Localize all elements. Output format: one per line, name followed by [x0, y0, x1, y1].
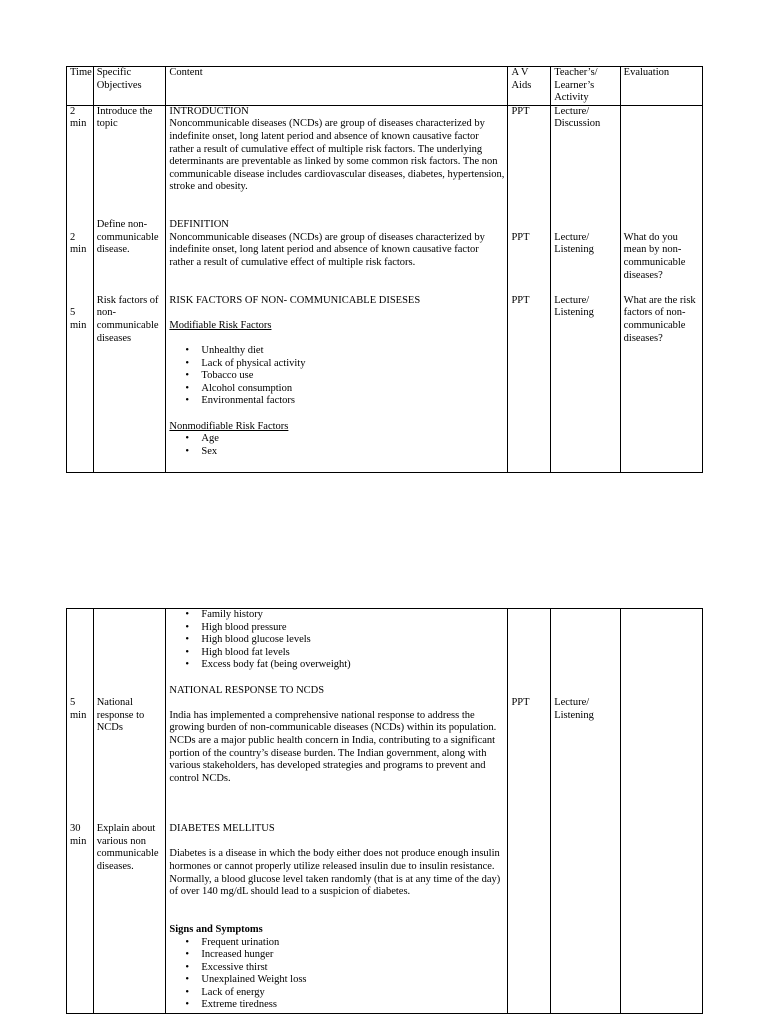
table-row	[67, 105, 703, 472]
header-evaluation: Evaluation	[620, 67, 702, 106]
av-cell: PPT	[511, 231, 530, 243]
av-aids-column	[508, 609, 551, 1014]
list-item: • Lack of energy	[169, 987, 504, 1000]
risk-factor-list-continued	[169, 609, 504, 672]
symptoms-list	[169, 937, 504, 1013]
list-item: • High blood fat levels	[169, 647, 504, 660]
list-item: • Environmental factors	[169, 395, 504, 408]
section-heading: DEFINITION	[169, 219, 229, 231]
activity-cell: Lecture/ Listening	[554, 697, 594, 721]
objectives-column	[93, 105, 166, 472]
subheading-nonmodifiable: Nonmodifiable Risk Factors	[169, 420, 289, 432]
list-item: • Excess body fat (being overweight)	[169, 659, 504, 672]
activity-cell: Lecture/ Listening	[554, 231, 594, 256]
header-objectives: Specific Objectives	[93, 67, 166, 106]
list-item: • Age	[169, 433, 504, 446]
objective-cell: Risk factors of non-communicable diseases	[96, 294, 159, 344]
header-time: Time	[67, 67, 94, 106]
list-item: • Excessive thirst	[169, 962, 504, 975]
lesson-plan-table-2	[66, 608, 703, 1014]
section-text: Noncommunicable diseases (NCDs) are group of diseases characterized by indefinite onset, long latent period and absence of known causative factor rather a result of cumulative effect of multiple risk factors. The underlying determinants are preventable as linked by some common risk factors. The non communicable disease includes cardiovascular diseases, diabetes, hypertension, stroke and obesity.	[169, 118, 505, 193]
section-heading: RISK FACTORS OF NON- COMMUNICABLE DISESES	[169, 294, 421, 306]
section-text: Diabetes is a disease in which the body either does not produce enough insulin hormones or cannot properly utilize released insulin due to insulin resistance. Normally, a blood glucose level taken randomly (that is at any time of the day) of over 140 mg/dL should lead to a suspicion of diabetes.	[169, 848, 501, 898]
modifiable-list	[169, 345, 504, 408]
list-item: • Lack of physical activity	[169, 358, 504, 371]
activity-column	[551, 609, 620, 1014]
evaluation-column	[620, 609, 702, 1014]
time-cell: 2 min	[70, 231, 87, 256]
time-cell: 2 min	[70, 105, 87, 130]
av-cell: PPT	[511, 697, 530, 709]
av-cell: PPT	[511, 105, 530, 117]
objective-cell: Explain about various non communicable diseases.	[96, 823, 159, 872]
header-activity: Teacher’s/ Learner’s Activity	[551, 67, 620, 106]
list-item: • Extreme tiredness	[169, 999, 504, 1012]
content-column	[166, 105, 508, 472]
time-cell: 30 min	[70, 823, 87, 847]
list-item: • Frequent urination	[169, 937, 504, 950]
list-item: • Increased hunger	[169, 949, 504, 962]
objective-cell: Introduce the topic	[96, 105, 153, 130]
lesson-plan-table-1	[66, 66, 703, 473]
nonmodifiable-list	[169, 433, 504, 458]
list-item: • Sex	[169, 446, 504, 459]
evaluation-cell: What do you mean by non-communicable diseases?	[623, 231, 686, 281]
section-heading: INTRODUCTION	[169, 105, 249, 117]
time-column	[67, 609, 94, 1014]
list-item: • Tobacco use	[169, 370, 504, 383]
evaluation-cell: What are the risk factors of non-communicable diseases?	[623, 294, 696, 344]
time-column	[67, 105, 94, 472]
activity-cell: Lecture/ Discussion	[554, 105, 601, 130]
list-item: • Alcohol consumption	[169, 383, 504, 396]
header-content: Content	[166, 67, 508, 106]
evaluation-column	[620, 105, 702, 472]
subheading-modifiable: Modifiable Risk Factors	[169, 319, 272, 331]
objective-cell: Define non-communicable disease.	[96, 219, 159, 256]
av-cell: PPT	[511, 294, 530, 306]
av-aids-column	[508, 105, 551, 472]
header-av-aids: A V Aids	[508, 67, 551, 106]
section-text: Noncommunicable diseases (NCDs) are group of diseases characterized by indefinite onset, long latent period and absence of known causative factor rather a result of cumulative effect of multiple risk factors.	[169, 231, 485, 268]
content-column	[166, 609, 508, 1014]
activity-column	[551, 105, 620, 472]
table-row	[67, 609, 703, 1014]
section-heading: NATIONAL RESPONSE TO NCDS	[169, 684, 325, 696]
section-heading: DIABETES MELLITUS	[169, 823, 275, 835]
list-item: • High blood pressure	[169, 622, 504, 635]
list-item: • Family history	[169, 609, 504, 622]
time-cell: 5 min	[70, 307, 87, 331]
header-row	[67, 67, 703, 106]
list-item: • Unexplained Weight loss	[169, 974, 504, 987]
objectives-column	[93, 609, 166, 1014]
section-text: India has implemented a comprehensive national response to address the growing burden of non-communicable diseases (NCDs) within its population. NCDs are a major public health concern in India, contributing to a significant portion of the country’s disease burden. The Indian government, along with various stakeholders, has developed strategies and programs to prevent and control NCDs.	[169, 709, 497, 784]
subheading-symptoms: Signs and Symptoms	[169, 923, 263, 935]
activity-cell: Lecture/ Listening	[554, 294, 594, 319]
time-cell: 5 min	[70, 697, 87, 721]
list-item: • Unhealthy diet	[169, 345, 504, 358]
objective-cell: National response to NCDs	[96, 697, 145, 734]
list-item: • High blood glucose levels	[169, 634, 504, 647]
